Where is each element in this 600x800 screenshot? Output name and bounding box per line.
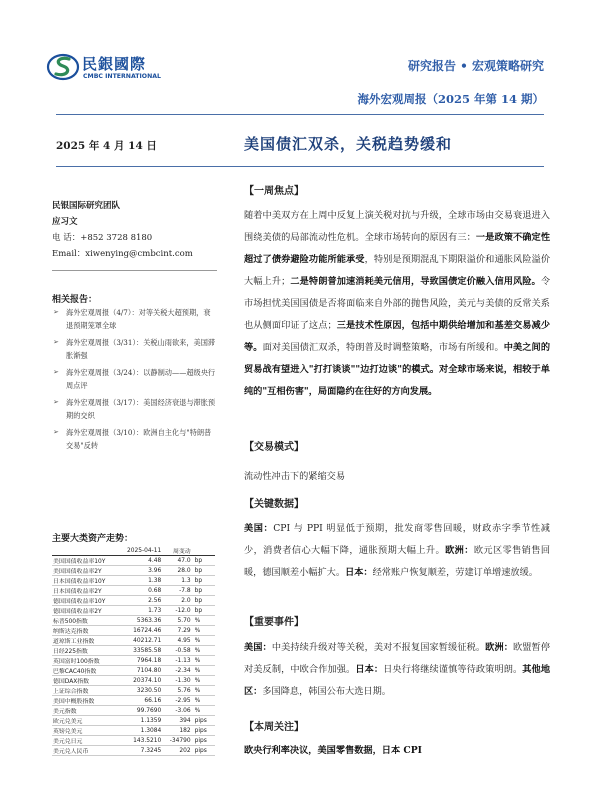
section-data-title: 【关键数据】 [244,499,304,510]
asset-name: 英镑兑美元 [52,726,121,736]
arrow-right-icon: ➢ [53,308,59,316]
asset-change: -12.0 [162,606,191,616]
asset-name: 美元兑日元 [52,736,121,746]
asset-name [52,546,121,556]
asset-name: 德国DAX指数 [52,676,121,686]
asset-value: 0.68 [121,586,163,596]
market-table-title: 主要大类资产走势： [52,534,134,544]
asset-value: 1.1359 [121,716,163,726]
asset-unit: pips [192,736,215,746]
asset-unit: bp [192,566,215,576]
market-table-row [52,736,215,746]
asset-name: 美国国债收益率2Y [52,566,121,576]
asset-change: 2.0 [162,596,191,606]
market-table-row [52,636,215,646]
asset-value: 2025-04-11 [121,546,163,556]
market-table-row [52,676,215,686]
asset-value: 4.48 [121,556,163,566]
market-table-row [52,616,215,626]
asset-unit: % [192,636,215,646]
asset-value: 40212.71 [121,636,163,646]
events-paragraph: 美国：中美持续升级对等关税，美对不报复国家暂缓征税。欧洲：欧盟暂停对美反制，中欧合作加强。日本：日央行将继续谨慎等待政策明朗。其他地区：多国降息，韩国公布大选日期。 [244,642,551,697]
related-reports-title: 相关报告： [52,295,98,305]
market-table-row [52,586,215,596]
email-value[interactable]: xiwenying@cmbcint.com [85,249,193,259]
market-table-row [52,656,215,666]
asset-name: 日经225指数 [52,646,121,656]
asset-name: 道琼斯工业指数 [52,636,121,646]
asset-name: 德国国债收益率2Y [52,606,121,616]
asset-value: 143.5210 [121,736,163,746]
market-table-row [52,746,215,756]
asset-value: 1.3084 [121,726,163,736]
asset-name: 上证综合指数 [52,686,121,696]
asset-change: 5.76 [162,686,191,696]
asset-value: 3230.50 [121,686,163,696]
market-table-row [52,666,215,676]
section-focus-title: 【一周焦点】 [244,186,304,197]
asset-value: 7104.80 [121,666,163,676]
asset-unit: pips [192,716,215,726]
market-table-row [52,596,215,606]
cmbc-logo-icon [46,50,80,84]
logo-text-en: CMBC INTERNATIONAL [83,73,161,80]
asset-change: 202 [162,746,191,756]
asset-unit: % [192,616,215,626]
asset-value: 7964.18 [121,656,163,666]
phone-label: 电 话： [52,233,81,243]
asset-unit: pips [192,726,215,736]
related-report-item[interactable]: ➢ 海外宏观周报（3/10）：欧洲自主化与"特朗普交易"反转 [53,428,212,450]
market-table-row [52,626,215,636]
asset-change: 182 [162,726,191,736]
key-data-paragraph: 美国：CPI 与 PPI 明显低于预期，批发商零售回暖，财政赤字季节性减少，消费者信心大幅下降，通胀预期大幅上升。欧洲：欧元区零售销售回暖，德国顺差小幅扩大。日本：经常账户恢复顺差，劳建订单增速放缓。 [244,523,551,578]
analyst-phone [52,231,215,243]
asset-name: 德国国债收益率10Y [52,596,121,606]
asset-name: 美元指数 [52,706,121,716]
analyst-name: 应习文 [52,217,78,227]
sidebar-divider [52,270,217,271]
market-table-row [52,716,215,726]
asset-change: 7.29 [162,626,191,636]
asset-value: 7.3245 [121,746,163,756]
asset-name: 欧元兑美元 [52,716,121,726]
arrow-right-icon: ➢ [53,398,59,406]
asset-value: 33585.58 [121,646,163,656]
asset-value: 2.56 [121,596,163,606]
market-table-row [52,686,215,696]
section-events-title: 【重要事件】 [244,617,304,628]
asset-value: 16724.46 [121,626,163,636]
asset-unit: % [192,626,215,636]
asset-value: 20374.10 [121,676,163,686]
report-series: 海外宏观周报（2025 年第 14 期） [357,92,544,106]
asset-value: 66.16 [121,696,163,706]
asset-change: 4.95 [162,636,191,646]
trading-mode-text: 流动性冲击下的紧缩交易 [244,471,346,482]
asset-name: 日本国债收益率10Y [52,576,121,586]
asset-unit: % [192,696,215,706]
arrow-right-icon: ➢ [53,338,59,346]
asset-unit: bp [192,606,215,616]
asset-name: 标普500指数 [52,616,121,626]
research-team: 民银国际研究团队 [52,201,121,211]
asset-unit: bp [192,556,215,566]
asset-change: 28.0 [162,566,191,576]
logo-text-cn: 民銀國際 [82,55,147,73]
related-report-item[interactable]: ➢ 海外宏观周报（3/31）：关税山雨欲来，美国滞胀渐强 [53,338,216,360]
asset-unit: bp [192,586,215,596]
asset-value: 1.38 [121,576,163,586]
watch-list-text: 欧央行利率决议，美国零售数据，日本 CPI [244,745,422,756]
asset-change: -7.8 [162,586,191,596]
market-table-row [52,696,215,706]
market-table-row [52,606,215,616]
asset-change: 1.3 [162,576,191,586]
phone-value: +852 3728 8180 [80,233,153,243]
header-divider [56,114,544,115]
market-table-row [52,706,215,716]
asset-name: 美国国债收益率10Y [52,556,121,566]
related-report-item[interactable]: ➢ 海外宏观周报（4/7）：对等关税大超预期，衰退预期笼罩全球 [53,308,211,330]
asset-unit: % [192,706,215,716]
asset-unit: pips [192,746,215,756]
asset-unit: % [192,686,215,696]
market-table-row [52,556,215,566]
asset-change: 周变动 [162,546,191,556]
asset-unit: % [192,656,215,666]
asset-value: 1.73 [121,606,163,616]
asset-change: -2.34 [162,666,191,676]
asset-unit: % [192,646,215,656]
market-table-row [52,646,215,656]
asset-value: 5363.36 [121,616,163,626]
asset-value: 99.7690 [121,706,163,716]
asset-name: 美国中概股指数 [52,696,121,706]
asset-change: 394 [162,716,191,726]
related-report-item[interactable]: ➢ 海外宏观周报（3/17）：美国经济衰退与滞胀预期的交织 [53,398,216,420]
asset-name: 日本国债收益率2Y [52,586,121,596]
market-table-header [52,546,215,556]
asset-name: 美元兑人民币 [52,746,121,756]
report-date: 2025 年 4 月 14 日 [56,140,157,152]
asset-change: 5.70 [162,616,191,626]
arrow-right-icon: ➢ [53,428,59,436]
market-table [52,546,215,756]
asset-change: -1.30 [162,676,191,686]
asset-change: -1.13 [162,656,191,666]
asset-change: -2.95 [162,696,191,706]
asset-unit [192,546,215,556]
focus-paragraph: 随着中美双方在上周中反复上演关税对抗与升级，全球市场由交易衰退进入围绕美债的局部流动性危机。全球市场转向的原因有三：一是政策不确定性超过了债券避险功能所能承受，特别是预期混乱下期限溢价和通胀风险溢价大幅上升；二是特朗普加速消耗美元信用，导致国债定价融入信用风险。令市场担忧美国国债是否将面临来自外部的抛售风险，美元与美债的反常关系也从侧面印证了这点；三是技术性原因，包括中期供给增加和基差交易减少等。面对美国债汇双杀，特朗普及时调整策略，市场有所缓和。中美之间的贸易战有望进入"打打谈谈""边打边谈"的模式。对全球市场来说，相较于单纯的"互相伤害"，局面隐约在往好的方向发展。 [244,210,551,397]
asset-change: -34790 [162,736,191,746]
asset-unit: bp [192,576,215,586]
section-watch-title: 【本周关注】 [244,722,304,733]
asset-name: 纳斯达克指数 [52,626,121,636]
related-report-item[interactable]: ➢ 海外宏观周报（3/24）：以静制动——超级央行周点评 [53,368,216,390]
asset-unit: % [192,666,215,676]
email-label: Email： [52,249,86,259]
analyst-email [52,247,215,259]
asset-name: 巴黎CAC40指数 [52,666,121,676]
title-divider [56,166,544,167]
market-table-row [52,576,215,586]
market-table-row [52,566,215,576]
asset-change: 47.0 [162,556,191,566]
asset-unit: bp [192,596,215,606]
related-reports-list [52,306,217,456]
market-table-row [52,726,215,736]
section-mode-title: 【交易模式】 [244,442,304,453]
asset-change: -3.06 [162,706,191,716]
asset-unit: % [192,676,215,686]
report-title: 美国债汇双杀，关税趋势缓和 [244,135,453,153]
company-logo [46,50,176,90]
report-type: 研究报告 • 宏观策略研究 [407,59,544,73]
asset-change: -0.58 [162,646,191,656]
asset-name: 英国富时100指数 [52,656,121,666]
arrow-right-icon: ➢ [53,368,59,376]
asset-value: 3.96 [121,566,163,576]
